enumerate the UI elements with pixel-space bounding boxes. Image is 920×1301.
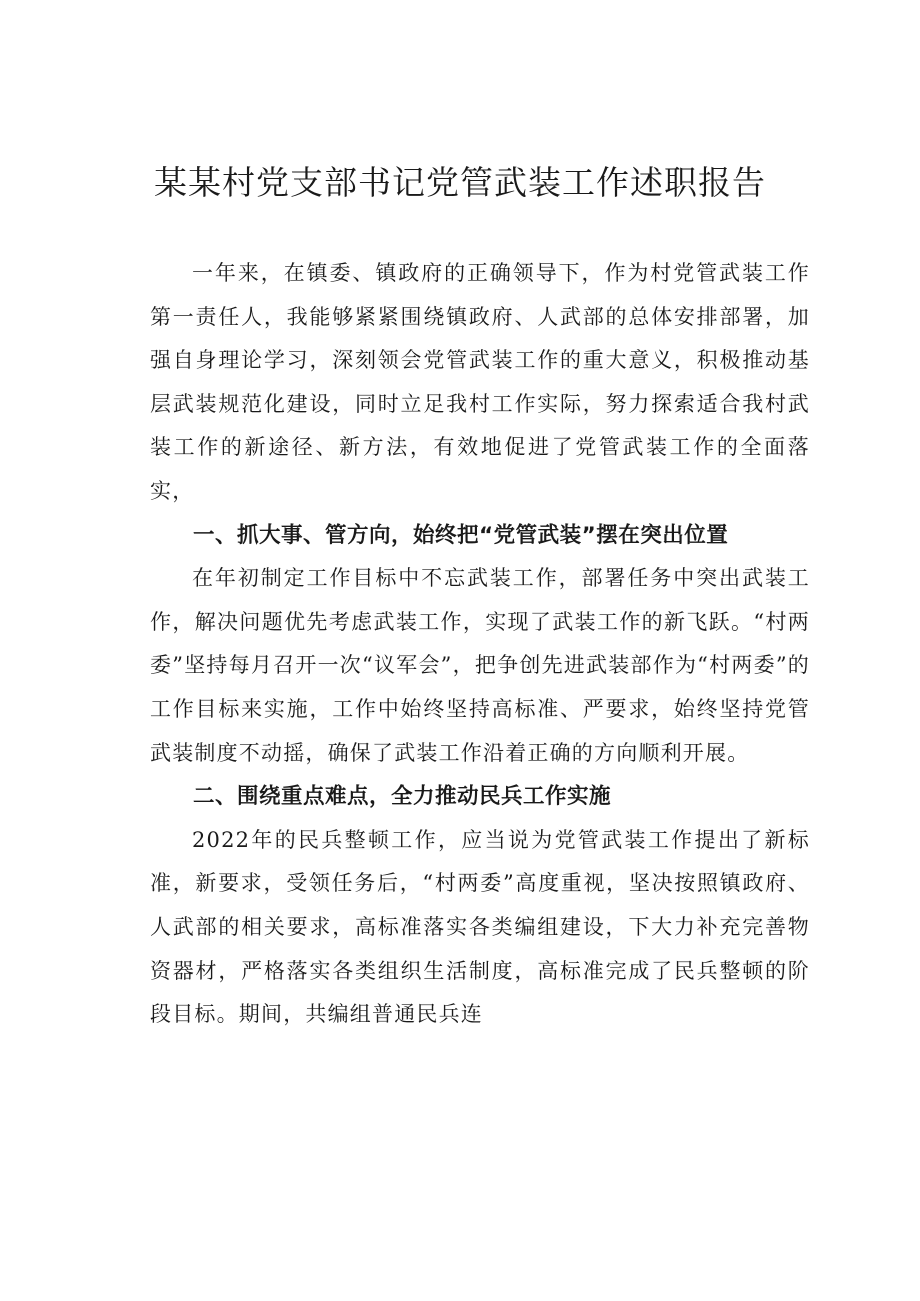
section-heading-1: 一、抓大事、管方向，始终把“党管武装”摆在突出位置	[193, 522, 729, 548]
document-title: 某某村党支部书记党管武装工作述职报告	[154, 163, 766, 202]
section-heading-2: 二、围绕重点难点，全力推动民兵工作实施	[193, 784, 612, 810]
section-1-paragraph: 在年初制定工作目标中不忘武装工作，部署任务中突出武装工作，解决问题优先考虑武装工作，实现了武装工作的新飞跃。“村两委”坚持每月召开一次“议军会”，把争创先进武装部作为“村两委”的工作目标来实施，工作中始终坚持高标准、严要求，始终坚持党管武装制度不动摇，确保了武装工作沿着正确的方向顺利开展。	[150, 566, 810, 765]
document-body	[150, 252, 810, 1037]
section-2-paragraph: 2022年的民兵整顿工作，应当说为党管武装工作提出了新标准，新要求，受领任务后，“村两委”高度重视，坚决按照镇政府、人武部的相关要求，高标准落实各类编组建设，下大力补充完善物资器材，严格落实各类组织生活制度，高标准完成了民兵整顿的阶段目标。期间，共编组普通民兵连	[150, 827, 810, 1027]
intro-paragraph: 一年来，在镇委、镇政府的正确领导下，作为村党管武装工作第一责任人，我能够紧紧围绕镇政府、人武部的总体安排部署，加强自身理论学习，深刻领会党管武装工作的重大意义，积极推动基层武装规范化建设，同时立足我村工作实际，努力探索适合我村武装工作的新途径、新方法，有效地促进了党管武装工作的全面落实，	[150, 261, 810, 503]
